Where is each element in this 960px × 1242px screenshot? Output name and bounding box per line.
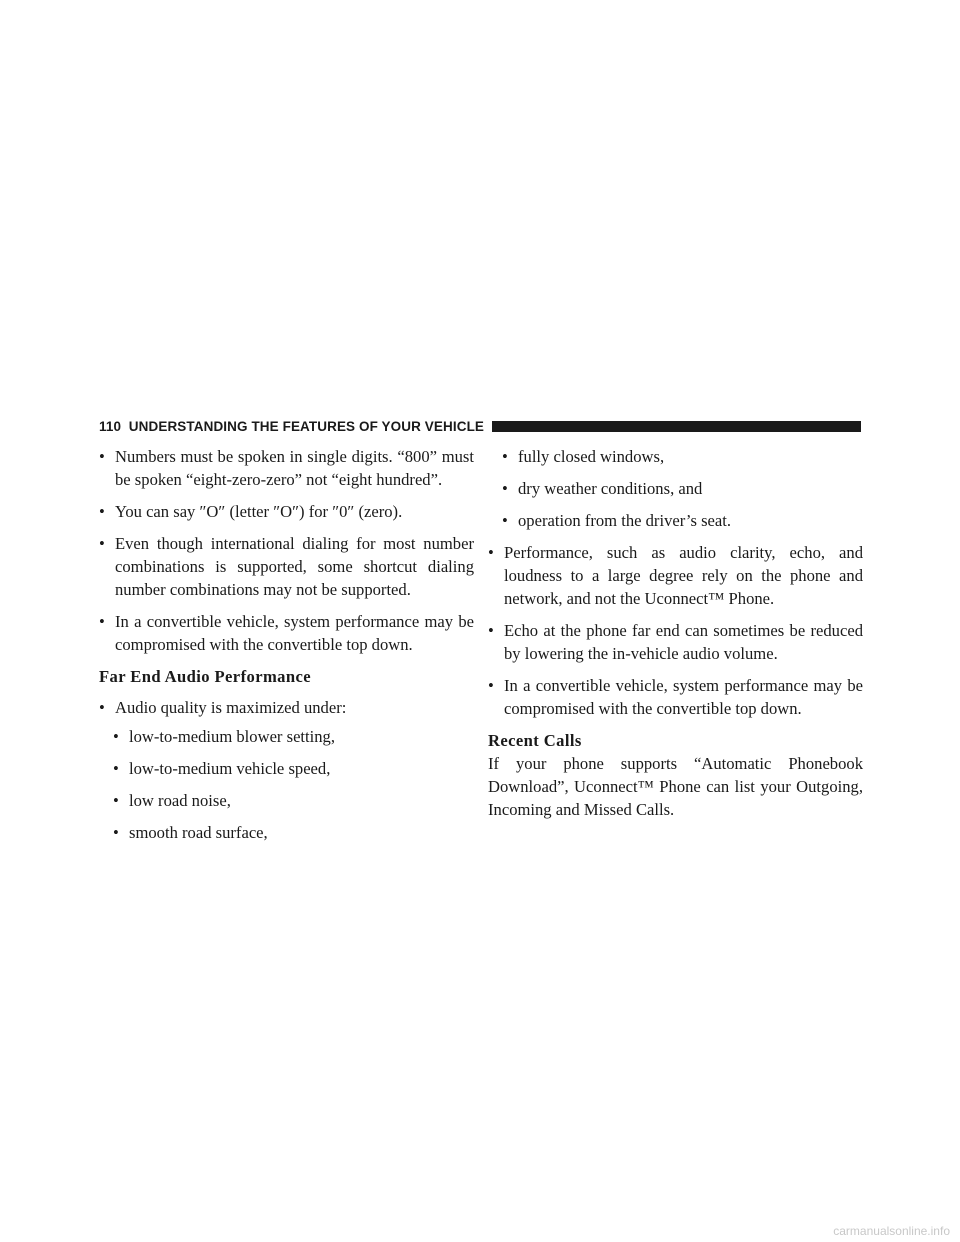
bullet-icon: •: [99, 698, 105, 717]
bullet-item: • In a convertible vehicle, system performance may be compromised with the convertible top down.: [488, 676, 863, 718]
sub-bullet-item: • dry weather conditions, and: [502, 479, 703, 498]
bullet-icon: •: [502, 511, 508, 530]
sub-bullet-item: • operation from the driver’s seat.: [502, 511, 732, 530]
body-paragraph: If your phone supports “Automatic Phonebook Download”, Uconnect™ Phone can list your Outgoing, Incoming and Missed Calls.: [488, 754, 863, 819]
bullet-item: • Performance, such as audio clarity, echo, and loudness to a large degree rely on the phone and network, and not the Uconnect™ Phone.: [488, 543, 863, 608]
sub-bullet-item: • low road noise,: [113, 791, 231, 810]
header-spacer: [121, 419, 129, 434]
bullet-icon: •: [99, 447, 105, 466]
bullet-icon: •: [99, 534, 105, 553]
sub-bullet-item: • low-to-medium blower setting,: [113, 727, 336, 746]
bullet-item: • In a convertible vehicle, system performance may be compromised with the convertible top down.: [99, 612, 474, 654]
bullet-item: • Audio quality is maximized under:: [99, 698, 347, 717]
page-header: [99, 418, 861, 434]
watermark: carmanualsonline.info: [833, 1224, 950, 1238]
sub-bullet-item: • fully closed windows,: [502, 447, 665, 466]
bullet-icon: •: [488, 621, 494, 640]
sub-bullet-item: • low-to-medium vehicle speed,: [113, 759, 331, 778]
bullet-icon: •: [488, 676, 494, 695]
bullet-item: • Numbers must be spoken in single digits. “800” must be spoken “eight-zero-zero” not “eight hundred”.: [99, 447, 474, 489]
bullet-icon: •: [502, 447, 508, 466]
bullet-item: • You can say ″O″ (letter ″O″) for ″0″ (zero).: [99, 502, 403, 521]
section-heading: Far End Audio Performance: [99, 667, 312, 686]
bullet-icon: •: [99, 612, 105, 631]
bullet-item: • Even though international dialing for most number combinations is supported, some shortcut dialing number combinations may not be supported.: [99, 534, 474, 599]
bullet-icon: •: [113, 759, 119, 778]
page-number: 110: [99, 418, 122, 434]
bullet-icon: •: [113, 727, 119, 746]
left-column: [99, 445, 474, 853]
section-title: UNDERSTANDING THE FEATURES OF YOUR VEHICLE: [128, 418, 485, 434]
bullet-icon: •: [99, 502, 105, 521]
sub-bullet-item: • smooth road surface,: [113, 823, 268, 842]
bullet-icon: •: [502, 479, 508, 498]
header-rule: [492, 421, 861, 432]
section-heading: Recent Calls: [488, 731, 582, 750]
bullet-item: • Echo at the phone far end can sometimes be reduced by lowering the in-vehicle audio volume.: [488, 621, 863, 663]
bullet-icon: •: [113, 791, 119, 810]
bullet-icon: •: [488, 543, 494, 562]
right-column: [488, 445, 863, 821]
bullet-icon: •: [113, 823, 119, 842]
